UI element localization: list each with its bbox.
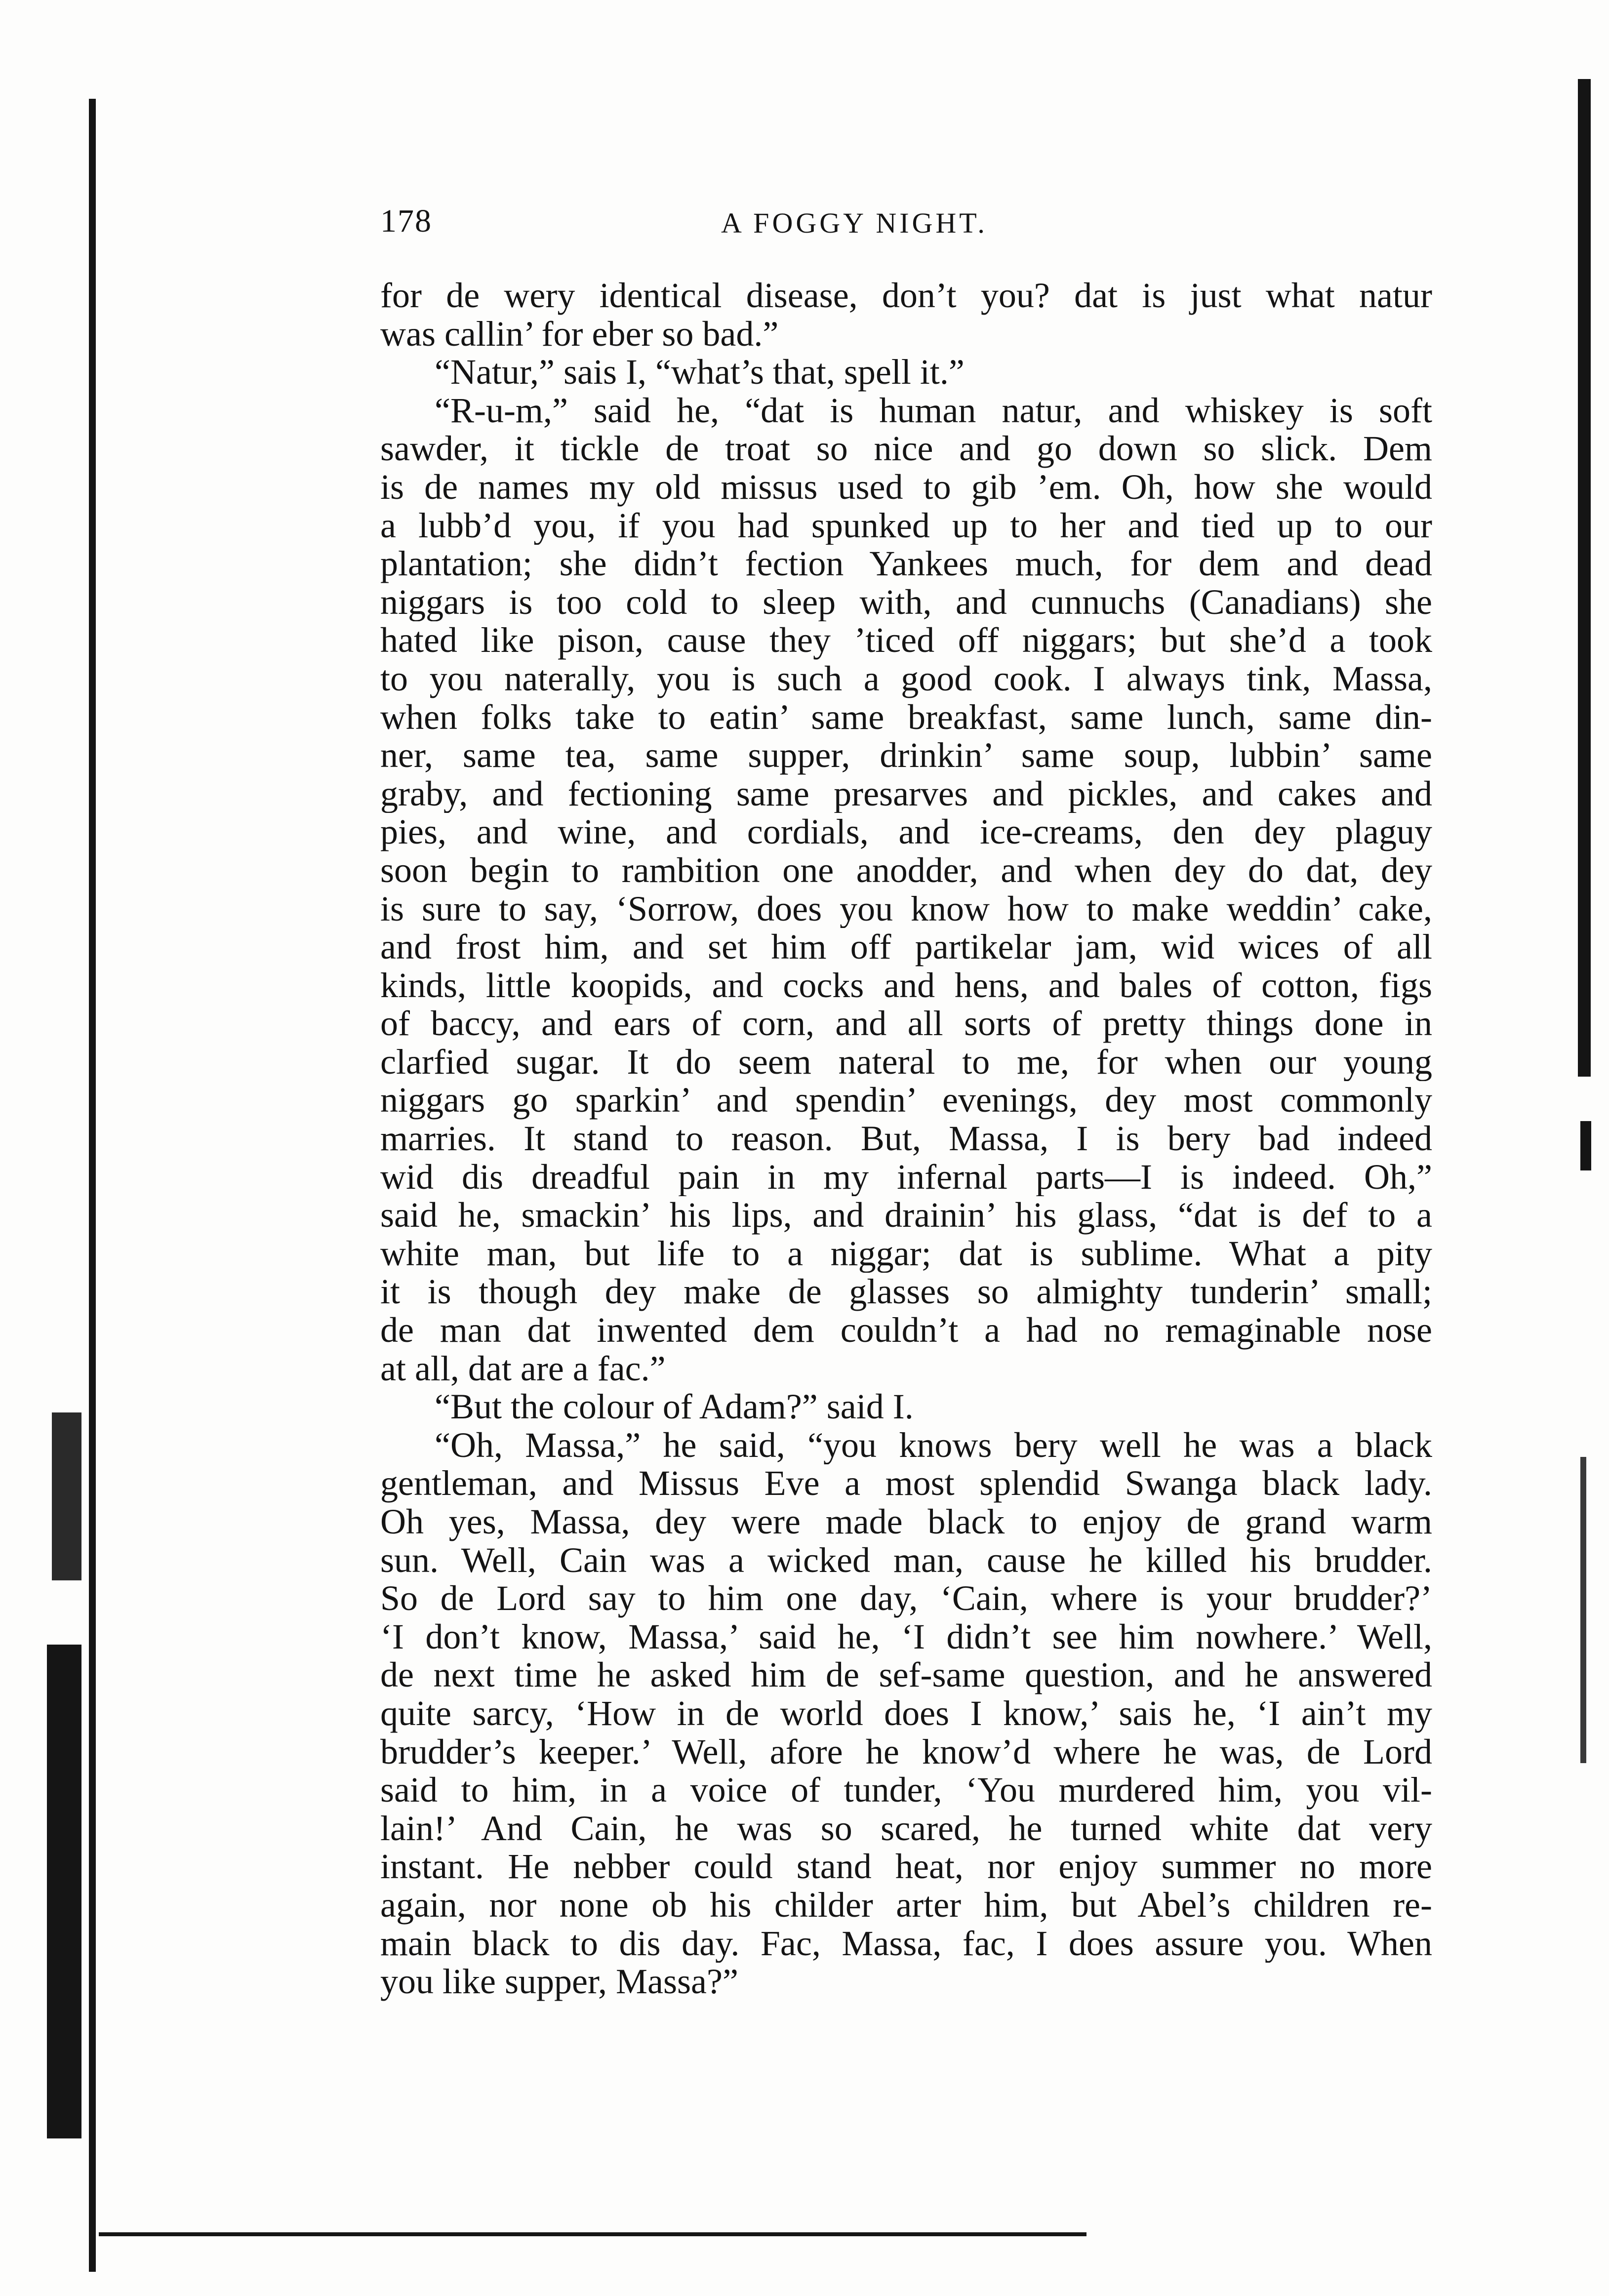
- text-line: wid dis dreadful pain in my infernal parts—I is indeed. Oh,”: [380, 1158, 1432, 1197]
- text-line: instant. He nebber could stand heat, nor enjoy summer no more: [380, 1848, 1432, 1886]
- text-line: Oh yes, Massa, dey were made black to enjoy de grand warm: [380, 1503, 1432, 1541]
- binding-edge-shadow: [89, 99, 96, 2272]
- text-line: niggars is too cold to sleep with, and cunnuchs (Canadians) she: [380, 583, 1432, 622]
- text-line: of baccy, and ears of corn, and all sorts of pretty things done in: [380, 1005, 1432, 1043]
- text-line: when folks take to eatin’ same breakfast, same lunch, same din-: [380, 698, 1432, 737]
- text-line: “But the colour of Adam?” said I.: [435, 1388, 914, 1426]
- page-bottom-edge: [99, 2232, 1086, 2236]
- text-line: lain!’ And Cain, he was so scared, he turned white dat very: [380, 1809, 1432, 1848]
- text-line: you like supper, Massa?”: [380, 1963, 738, 2001]
- text-line: hated like pison, cause they ’ticed off niggars; but she’d a took: [380, 621, 1432, 660]
- text-line: soon begin to rambition one anodder, and when dey do dat, dey: [380, 851, 1432, 890]
- text-line: niggars go sparkin’ and spendin’ evenings, dey most commonly: [380, 1081, 1432, 1120]
- text-line: quite sarcy, ‘How in de world does I know,’ sais he, ‘I ain’t my: [380, 1694, 1432, 1733]
- text-line: it is though dey make de glasses so almighty tunderin’ small;: [380, 1273, 1432, 1312]
- text-line: gentleman, and Missus Eve a most splendid Swanga black lady.: [380, 1464, 1432, 1503]
- page-right-edge: [1578, 79, 1591, 1077]
- binding-edge-shadow: [47, 1645, 81, 2138]
- text-line: “Oh, Massa,” he said, “you knows bery well he was a black: [435, 1426, 1432, 1465]
- text-line: and frost him, and set him off partikelar jam, wid wices of all: [380, 928, 1432, 967]
- text-line: for de wery identical disease, don’t you? dat is just what natur: [380, 277, 1432, 315]
- running-header: [380, 202, 1442, 252]
- page-right-edge: [1580, 1121, 1591, 1170]
- text-line: white man, but life to a niggar; dat is sublime. What a pity: [380, 1234, 1432, 1273]
- body-text: [380, 277, 1432, 2001]
- text-line: is sure to say, ‘Sorrow, does you know how to make weddin’ cake,: [380, 889, 1432, 928]
- text-line: de man dat inwented dem couldn’t a had no remaginable nose: [380, 1311, 1432, 1350]
- text-line: said to him, in a voice of tunder, ‘You murdered him, you vil-: [380, 1771, 1432, 1810]
- text-line: again, nor none ob his childer arter him, but Abel’s children re-: [380, 1886, 1432, 1925]
- page-number: 178: [380, 203, 432, 239]
- text-line: sun. Well, Cain was a wicked man, cause he killed his brudder.: [380, 1541, 1432, 1580]
- text-line: at all, dat are a fac.”: [380, 1349, 666, 1388]
- text-line: brudder’s keeper.’ Well, afore he know’d where he was, de Lord: [380, 1732, 1432, 1772]
- binding-edge-shadow: [52, 1412, 81, 1580]
- text-line: ner, same tea, same supper, drinkin’ same soup, lubbin’ same: [380, 736, 1432, 775]
- text-line: was callin’ for eber so bad.”: [380, 315, 779, 354]
- text-line: “R-u-m,” said he, “dat is human natur, and whiskey is soft: [435, 391, 1432, 430]
- text-line: to you naterally, you is such a good cook. I always tink, Massa,: [380, 659, 1432, 698]
- text-line: said he, smackin’ his lips, and drainin’ his glass, “dat is def to a: [380, 1196, 1432, 1235]
- running-title: A FOGGY NIGHT.: [721, 207, 988, 239]
- text-line: marries. It stand to reason. But, Massa, I is bery bad indeed: [380, 1120, 1432, 1158]
- text-line: clarfied sugar. It do seem nateral to me, for when our young: [380, 1043, 1432, 1082]
- text-line: sawder, it tickle de troat so nice and go down so slick. Dem: [380, 430, 1432, 468]
- text-line: kinds, little koopids, and cocks and hens, and bales of cotton, figs: [380, 966, 1432, 1005]
- text-line: graby, and fectioning same presarves and pickles, and cakes and: [380, 774, 1432, 813]
- text-line: “Natur,” sais I, “what’s that, spell it.”: [435, 353, 965, 392]
- text-line: ‘I don’t know, Massa,’ said he, ‘I didn’t see him nowhere.’ Well,: [380, 1617, 1432, 1656]
- text-line: de next time he asked him de sef-same question, and he answered: [380, 1656, 1432, 1694]
- text-line: a lubb’d you, if you had spunked up to her and tied up to our: [380, 506, 1432, 545]
- text-line: So de Lord say to him one day, ‘Cain, where is your brudder?’: [380, 1579, 1432, 1618]
- text-line: pies, and wine, and cordials, and ice-creams, den dey plaguy: [380, 813, 1432, 851]
- text-line: plantation; she didn’t fection Yankees much, for dem and dead: [380, 545, 1432, 583]
- text-line: main black to dis day. Fac, Massa, fac, I does assure you. When: [380, 1924, 1432, 1963]
- text-line: is de names my old missus used to gib ’em. Oh, how she would: [380, 468, 1432, 507]
- page-right-edge: [1580, 1457, 1586, 1763]
